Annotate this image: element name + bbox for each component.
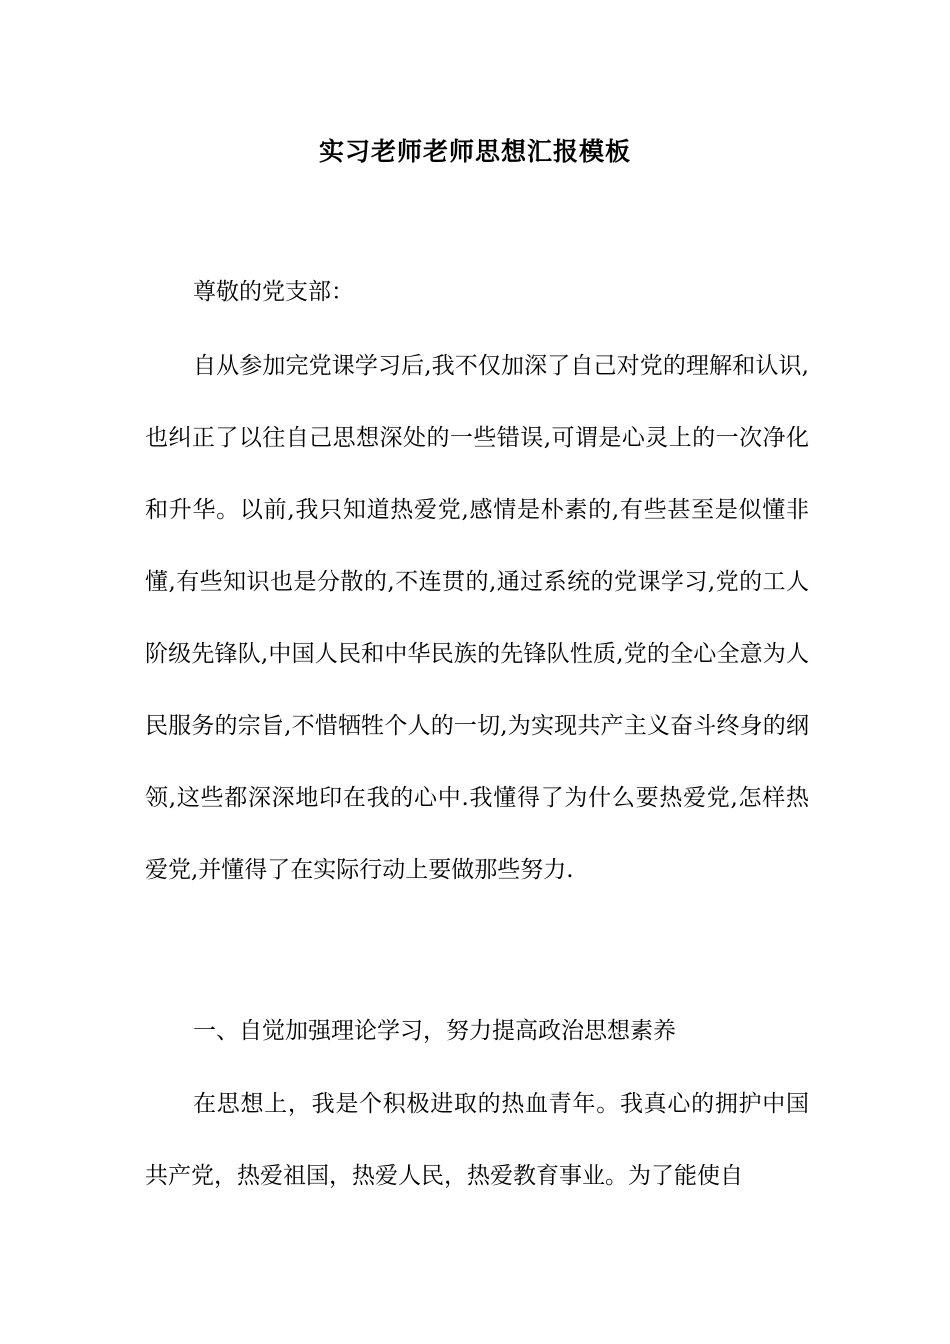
document-title: 实习老师老师思想汇报模板 (318, 137, 631, 166)
section-heading-text: 一、自觉加强理论学习，努力提高政治思想素养 (193, 1018, 676, 1044)
greeting (145, 256, 809, 328)
paragraph-1-text: 自从参加完党课学习后,我不仅加深了自己对党的理解和认识,也纠正了以往自己思想深处的一些错误,可谓是心灵上的一次净化和升华。以前,我只知道热爱党,感情是朴素的,有些甚至是似懂非懂,有些知识也是分散的,不连贯的,通过系统的党课学习,党的工人阶级先锋队,中国人民和中华民族的先锋队性质,党的全心全意为人民服务的宗旨,不惜牺牲个人的一切,为实现共产主义奋斗终身的纲领,这些都深深地印在我的心中.我懂得了为什么要热爱党,怎样热爱党,并懂得了在实际行动上要做那些努力. (145, 353, 809, 883)
paragraph-1 (145, 330, 809, 906)
paragraph-2-text: 在思想上，我是个积极进取的热血青年。我真心的拥护中国共产党，热爱祖国，热爱人民，热爱教育事业。为了能使自 (145, 1091, 809, 1189)
section-heading (145, 995, 809, 1067)
greeting-text: 尊敬的党支部： (193, 279, 354, 305)
paragraph-2 (145, 1068, 809, 1212)
